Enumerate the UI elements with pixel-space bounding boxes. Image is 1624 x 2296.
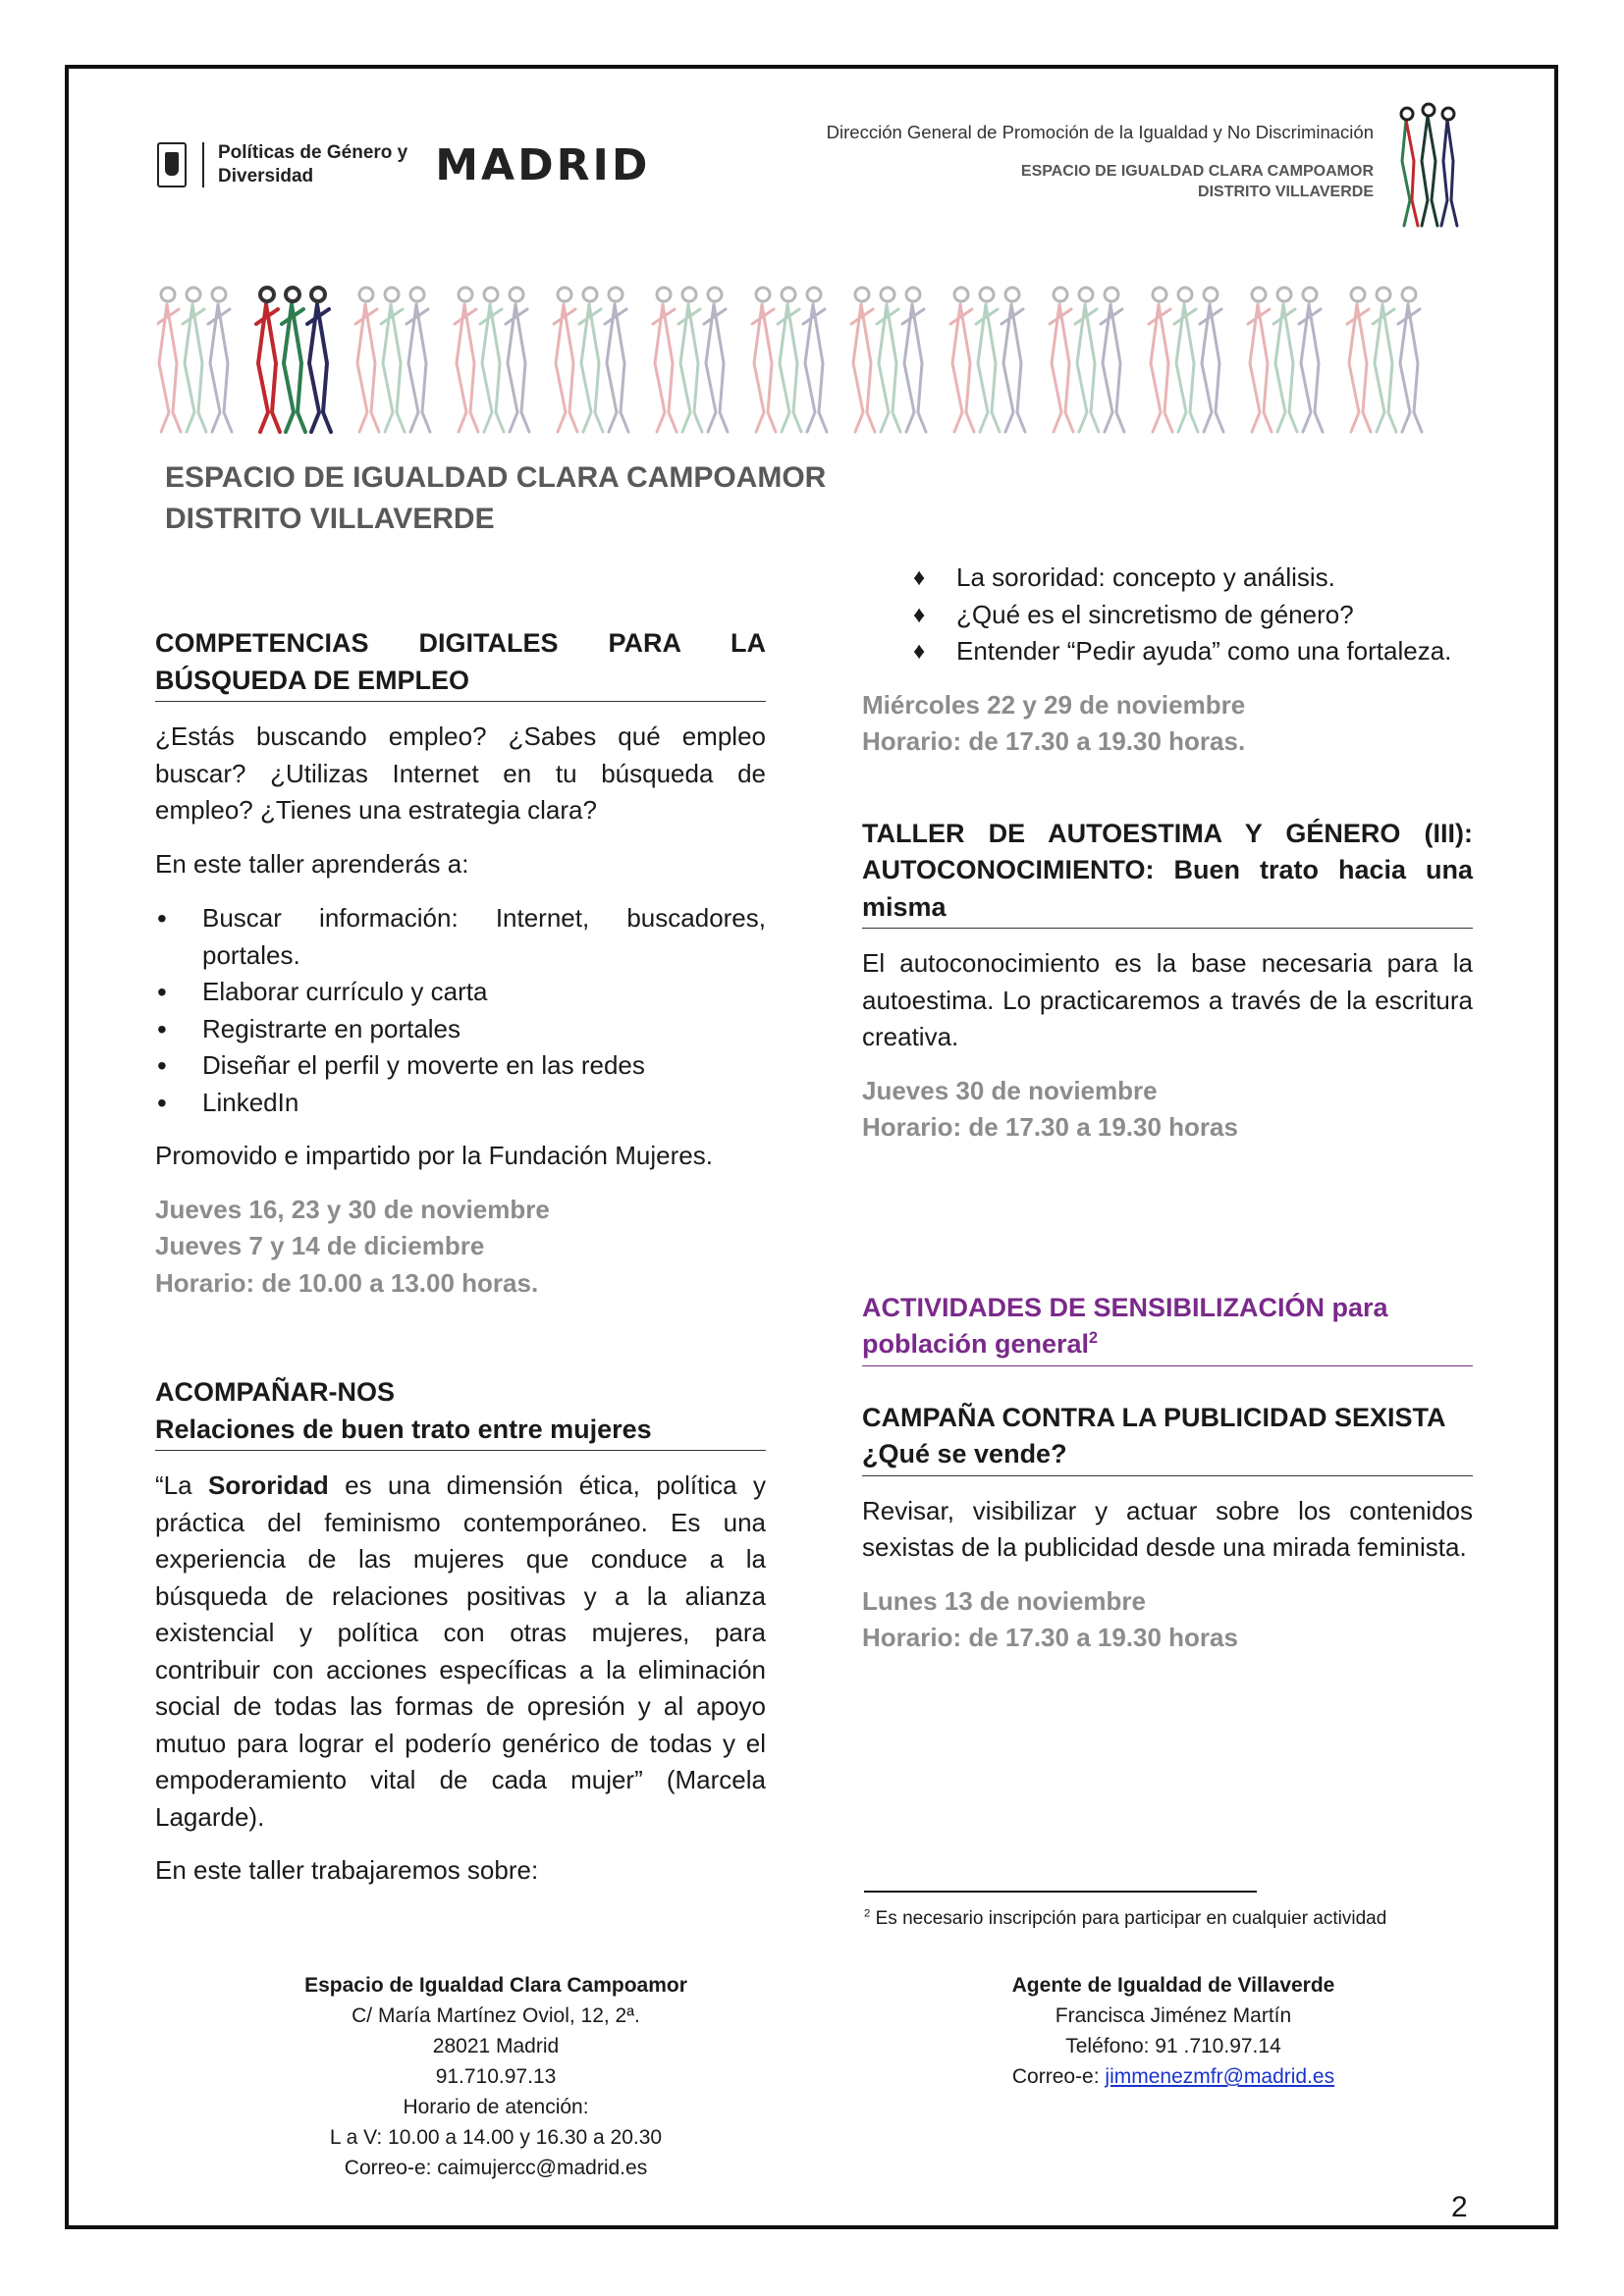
direccion-general: Dirección General de Promoción de la Igualdad y No Discriminación [826, 122, 1374, 142]
schedule-campana: Lunes 13 de noviembre Horario: de 17.30 a 19.30 horas [862, 1585, 1238, 1652]
woman-figure-icon [256, 288, 280, 432]
list-item: • Elaborar currículo y carta [155, 974, 766, 1011]
women-figures-small-icon [1392, 102, 1461, 230]
bullet-list-competencias [155, 900, 766, 1121]
madrid-crest-icon [157, 142, 187, 187]
woman-figure-icon [1174, 288, 1198, 432]
woman-figure-icon [1248, 288, 1272, 432]
woman-figure-icon [157, 288, 181, 432]
woman-figure-icon [282, 288, 305, 432]
paragraph-intro: ¿Estás buscando empleo? ¿Sabes qué empleo buscar? ¿Utilizas Internet en tu búsqueda de empleo? ¿Tienes una estrategia clara? [155, 721, 766, 825]
woman-figure-icon [752, 288, 776, 432]
footnote-divider [864, 1891, 1257, 1893]
woman-figure-icon [1273, 288, 1297, 432]
section-title-autoestima: TALLER DE AUTOESTIMA Y GÉNERO (III): AUTOCONOCIMIENTO: Buen trato hacia una misma [862, 816, 1473, 930]
list-item: • LinkedIn [155, 1085, 766, 1122]
department-name: Políticas de Género y Diversidad [218, 142, 408, 187]
woman-figure-icon [208, 288, 232, 432]
list-item: ♦ ¿Qué es el sincretismo de género? [862, 597, 1473, 634]
paragraph-learn: En este taller aprenderás a: [155, 848, 469, 879]
paragraph-work: En este taller trabajaremos sobre: [155, 1855, 539, 1885]
woman-figure-icon [406, 288, 430, 432]
woman-figure-icon [1299, 288, 1323, 432]
schedule-competencias: Jueves 16, 23 y 30 de noviembre Jueves 7 y 14 de diciembre Horario: de 10.00 a 13.00 horas. [155, 1194, 550, 1298]
footer-espacio-contact: Espacio de Igualdad Clara Campoamor C/ María Martínez Oviol, 12, 2ª. 28021 Madrid 91.710.97.13 Horario de atención: L a V: 10.00 a 14.00 y 16.30 a 20.30 Correo-e: caimujercc@madrid.es [304, 1974, 687, 2179]
section-title-campana: CAMPAÑA CONTRA LA PUBLICIDAD SEXISTA ¿Qué se vende? [862, 1400, 1473, 1476]
schedule-acompanar: Miércoles 22 y 29 de noviembre Horario: de 17.30 a 19.30 horas. [862, 689, 1246, 756]
page-title: ESPACIO DE IGUALDAD CLARA CAMPOAMOR DISTRITO VILLAVERDE [165, 461, 827, 535]
woman-figure-icon [851, 288, 875, 432]
espacio-header: ESPACIO DE IGUALDAD CLARA CAMPOAMOR DISTRITO VILLAVERDE [1020, 163, 1374, 200]
woman-figure-icon [1001, 288, 1025, 432]
left-column [155, 625, 766, 1890]
woman-figure-icon [1075, 288, 1099, 432]
footnote: $^2$ Es necesario inscripción para participar en cualquier actividad [864, 1907, 1387, 1929]
woman-figure-icon [1373, 288, 1396, 432]
woman-figure-icon [381, 288, 405, 432]
women-figures-banner [157, 265, 1463, 442]
page-number: 2 [1451, 2191, 1468, 2223]
paragraph-promo: Promovido e impartido por la Fundación Mujeres. [155, 1141, 713, 1170]
section-title-competencias: COMPETENCIAS DIGITALES PARA LA BÚSQUEDA DE EMPLEO [155, 625, 766, 702]
woman-figure-icon [554, 288, 577, 432]
right-column [862, 560, 1473, 1657]
header-institution [827, 122, 1374, 202]
woman-figure-icon [877, 288, 900, 432]
woman-figure-icon [902, 288, 926, 432]
diamond-list-sororidad [862, 560, 1473, 670]
woman-figure-icon [653, 288, 677, 432]
email-link[interactable]: jimmenezmfr@madrid.es [1105, 2065, 1335, 2088]
woman-figure-icon [976, 288, 1000, 432]
woman-figure-icon [704, 288, 728, 432]
woman-figure-icon [1050, 288, 1073, 432]
list-item: • Buscar información: Internet, buscadores, portales. [155, 900, 766, 974]
woman-figure-icon [1347, 288, 1371, 432]
list-item: ♦ Entender “Pedir ayuda” como una fortaleza. [862, 633, 1473, 670]
list-item: • Registrarte en portales [155, 1011, 766, 1048]
list-item: • Diseñar el perfil y moverte en las redes [155, 1047, 766, 1085]
list-item: ♦ La sororidad: concepto y análisis. [862, 560, 1473, 597]
paragraph-autoestima: El autoconocimiento es la base necesaria para la autoestima. Lo practicaremos a través de la escritura creativa. [862, 948, 1473, 1051]
woman-figure-icon [1398, 288, 1422, 432]
woman-figure-icon [506, 288, 529, 432]
footer-agente-contact: Agente de Igualdad de Villaverde Francisca Jiménez Martín Teléfono: 91 .710.97.14 Correo-e: jimmenezmfr@madrid.es [1011, 1974, 1335, 2088]
woman-figure-icon [778, 288, 801, 432]
madrid-logo [157, 135, 650, 194]
woman-figure-icon [605, 288, 628, 432]
footnote-ref: 2 [1089, 1329, 1099, 1347]
woman-figure-icon [183, 288, 206, 432]
woman-figure-icon [1200, 288, 1223, 432]
woman-figure-icon [678, 288, 702, 432]
section-title-acompanar: ACOMPAÑAR-NOS Relaciones de buen trato entre mujeres [155, 1374, 766, 1451]
woman-figure-icon [307, 288, 331, 432]
woman-figure-icon [803, 288, 827, 432]
woman-figure-icon [455, 288, 478, 432]
paragraph-campana: Revisar, visibilizar y actuar sobre los contenidos sexistas de la publicidad desde una mirada feminista. [862, 1495, 1473, 1562]
logo-divider [202, 142, 204, 187]
woman-figure-icon [579, 288, 603, 432]
woman-figure-icon [1149, 288, 1172, 432]
section-title-sensibilizacion: ACTIVIDADES DE SENSIBILIZACIÓN para población general$^2$ [862, 1290, 1473, 1366]
woman-figure-icon [355, 288, 379, 432]
woman-figure-icon [950, 288, 974, 432]
woman-figure-icon [1101, 288, 1124, 432]
city-wordmark: MADRID [435, 139, 651, 190]
paragraph-sororidad-quote: “La Sororidad es una dimensión ética, política y práctica del feminismo contemporáneo. Es una experiencia de las mujeres que conduce a la búsqueda de relaciones positivas y a la alianza existencial y política con otras mujeres, para contribuir con acciones específicas a la eliminación social de todas las formas de opresión y al apoyo mutuo para lograr el poderío genérico de todas y el empoderamiento vital de cada mujer” (Marcela Lagarde). [155, 1470, 767, 1832]
woman-figure-icon [480, 288, 504, 432]
schedule-autoestima: Jueves 30 de noviembre Horario: de 17.30 a 19.30 horas [862, 1075, 1238, 1142]
